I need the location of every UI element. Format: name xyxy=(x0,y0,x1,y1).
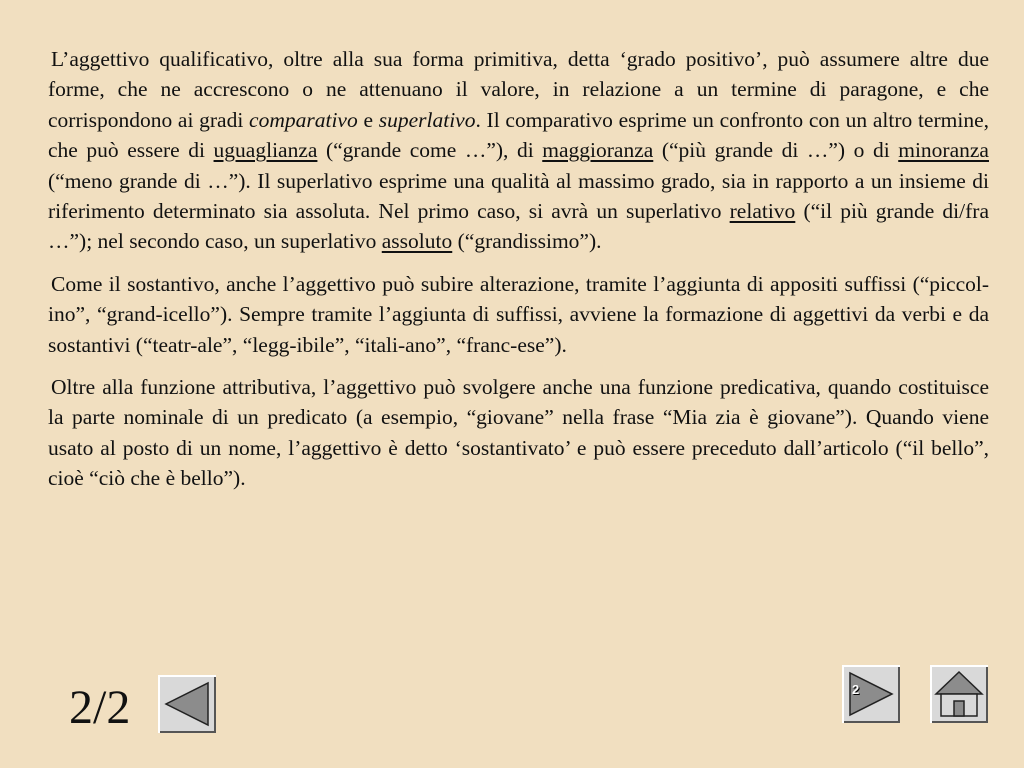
paragraph-degrees xyxy=(48,44,989,257)
text-segment: (“grandissimo”). xyxy=(452,229,602,254)
term-uguaglianza: uguaglianza xyxy=(213,138,318,163)
next-page-button[interactable] xyxy=(842,665,900,723)
term-comparativo: comparativo xyxy=(249,107,358,132)
next-page-badge: 2 xyxy=(852,682,860,697)
term-assoluto: assoluto xyxy=(381,229,453,254)
triangle-left-icon xyxy=(158,675,216,733)
term-maggioranza: maggioranza xyxy=(542,138,654,163)
text-segment: Oltre alla funzione attributiva, l’aggettivo può svolgere anche una funzione predicativa, quando costituisce la parte nominale di un predicato (a esempio, “giovane” nella frase “Mia zia è giovane”). Quando viene usato al posto di un nome, l’aggettivo è detto ‘sostantivato’ e può essere preceduto dall’articolo (“il bello”, cioè “ciò che è bello”). xyxy=(48,375,989,491)
text-segment: (“meno grande di …”). Il superlativo esprime una qualità al massimo grado, sia in rapporto a un insieme di riferimento determinato sia assoluta. Nel primo caso, si avrà un superlativo xyxy=(48,168,989,224)
term-relativo: relativo xyxy=(729,199,796,224)
text-segment: e xyxy=(357,107,379,132)
term-minoranza: minoranza xyxy=(898,138,989,163)
text-segment: (“il più grande di/fra …”); nel secondo caso, un superlativo xyxy=(48,199,989,254)
home-button[interactable] xyxy=(930,665,988,723)
text-segment: . Il comparativo esprime un confronto con un altro termine, che può essere di xyxy=(48,107,989,163)
paragraph-alteration xyxy=(48,269,989,360)
text-segment: (“grande come …”), di xyxy=(317,138,543,163)
text-segment: L’aggettivo qualificativo, oltre alla sua forma primitiva, detta ‘grado positivo’, può assumere altre due forme, che ne accrescono o ne attenuano il valore, in relazione a un termine di paragone, e che corrispondono ai gradi xyxy=(48,47,989,132)
text-segment: (“più grande di …”) o di xyxy=(653,138,899,163)
page-indicator: 2/2 xyxy=(69,681,131,734)
document-body xyxy=(48,44,989,494)
home-icon xyxy=(930,665,988,723)
previous-page-button[interactable] xyxy=(158,675,216,733)
paragraph-predicative xyxy=(48,372,989,494)
term-superlativo: superlativo xyxy=(378,107,476,132)
triangle-right-icon xyxy=(842,665,900,723)
text-segment: Come il sostantivo, anche l’aggettivo può subire alterazione, tramite l’aggiunta di appositi suffissi (“piccol-ino”, “grand-icello”). Sempre tramite l’aggiunta di suffissi, avviene la formazione di aggettivi da verbi e da sostantivi (“teatr-ale”, “legg-ibile”, “itali-ano”, “franc-ese”). xyxy=(48,271,989,357)
